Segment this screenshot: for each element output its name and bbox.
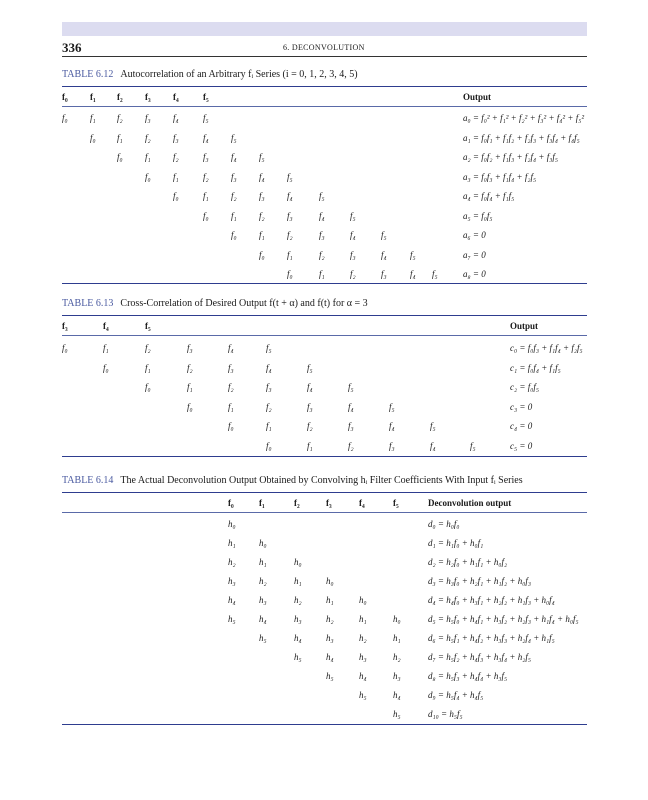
table-613-cell: f₂ — [187, 362, 193, 373]
table-612-cell: f₄ — [259, 171, 265, 182]
table-612-caption — [62, 69, 358, 80]
table-614-cell: h₀ — [326, 576, 334, 586]
table-612-cell: f₀ — [90, 132, 96, 143]
table-612-col-head: f₀ — [62, 92, 68, 102]
table-613-cell: f₄ — [430, 440, 436, 451]
table-613-cell: f₃ — [266, 382, 272, 392]
table-613-cell: f₄ — [307, 382, 313, 392]
table-613-cell: f₂ — [348, 440, 354, 451]
table-614-cell: h₀ — [393, 614, 401, 624]
table-613-title: Cross-Correlation of Desired Output f(t + α) and f(t) for α = 3 — [120, 298, 368, 309]
table-612-cell: f₄ — [350, 230, 356, 240]
table-613-cell: f₃ — [228, 362, 234, 373]
table-613-cell: f₂ — [307, 421, 313, 431]
table-612-cell: f₃ — [259, 191, 265, 201]
table-614-cell: h₀ — [359, 595, 367, 605]
table-612-cell: f₅ — [381, 230, 387, 240]
header-bar — [62, 22, 587, 36]
table-612-cell: f₃ — [287, 210, 293, 221]
table-612-cell: f₄ — [231, 152, 237, 162]
table-613-cell: f₁ — [228, 401, 234, 412]
table-612-output: a₀ = f₀² + f₁² + f₂² + f₃² + f₄² + f₅² — [463, 113, 585, 123]
table-612-output: a₂ = f₀f₂ + f₁f₃ + f₂f₄ + f₃f₅ — [463, 152, 558, 162]
table-614-output: d₃ = h₃f₀ + h₂f₁ + h₁f₂ + h₀f₃ — [428, 576, 531, 586]
table-613-col-head: f₃ — [62, 321, 68, 331]
table-612-cell: f₀ — [173, 191, 179, 201]
table-614-cell: h₄ — [294, 633, 302, 643]
table-614-cell: h₃ — [259, 595, 267, 605]
table-612-cell: f₃ — [231, 171, 237, 182]
table-612-cell: f₄ — [173, 113, 179, 123]
page-number: 336 — [62, 40, 82, 55]
table-613-cell: f₀ — [145, 382, 151, 392]
table-613-output: c₁ = f₀f₄ + f₁f₅ — [510, 362, 561, 373]
table-612-cell: f₃ — [350, 249, 356, 260]
table-613-cell: f₅ — [470, 440, 476, 451]
table-612-col-head: f₂ — [117, 92, 123, 102]
table-612-bottom-rule — [62, 283, 587, 284]
table-612-output: a₈ = 0 — [463, 269, 486, 279]
table-614-output: d₉ = h₅f₄ + h₄f₅ — [428, 690, 484, 700]
table-613-cell: f₄ — [389, 421, 395, 431]
table-614-cell: h₅ — [359, 690, 367, 700]
table-612-cell: f₀ — [117, 152, 123, 162]
table-612-cell: f₃ — [145, 113, 151, 123]
table-612-cell: f₅ — [350, 210, 356, 221]
table-614-cell: h₀ — [228, 519, 236, 529]
table-612-cell: f₄ — [287, 191, 293, 201]
table-612-cell: f₅ — [231, 132, 237, 143]
table-614-cell: h₀ — [259, 538, 267, 548]
table-612-col-head: f₅ — [203, 92, 209, 102]
table-614-output: d₈ = h₅f₃ + h₄f₄ + h₃f₅ — [428, 671, 508, 681]
table-613-cell: f₅ — [389, 401, 395, 412]
table-613-cell: f₁ — [103, 343, 109, 353]
table-614-cell: h₄ — [393, 690, 401, 700]
table-613-head-rule — [62, 335, 587, 336]
table-613-cell: f₃ — [187, 343, 193, 353]
table-612-cell: f₅ — [259, 152, 265, 162]
table-613-output-label: Output — [510, 321, 539, 331]
table-613-cell: f₃ — [348, 421, 354, 431]
table-612-cell: f₄ — [381, 249, 387, 260]
table-612-cell: f₀ — [259, 249, 265, 260]
table-614-col-head: f₁ — [259, 498, 265, 508]
table-612-cell: f₂ — [145, 132, 151, 143]
table-612-cell: f₁ — [173, 171, 179, 182]
table-612-cell: f₁ — [145, 152, 151, 162]
table-612-head-rule — [62, 106, 587, 107]
table-613-bottom-rule — [62, 456, 587, 457]
table-613-cell: f₂ — [145, 343, 151, 353]
table-614-col-head: f₅ — [393, 498, 399, 508]
table-614-output: d₂ = h₂f₀ + h₁f₁ + h₀f₂ — [428, 557, 508, 567]
table-613-cell: f₀ — [62, 343, 68, 353]
table-612-cell: f₂ — [287, 230, 293, 240]
table-613-cell: f₃ — [307, 401, 313, 412]
table-612-cell: f₅ — [203, 113, 209, 123]
table-613-cell: f₄ — [228, 343, 234, 353]
table-612-col-head: f₄ — [173, 92, 179, 102]
table-613-cell: f₅ — [266, 343, 272, 353]
table-613-cell: f₅ — [430, 421, 436, 431]
table-613-caption — [62, 298, 368, 309]
table-614-cell: h₂ — [359, 633, 367, 643]
table-612-output: a₄ = f₀f₄ + f₁f₅ — [463, 191, 515, 201]
table-614-cell: h₅ — [228, 614, 236, 624]
table-612-cell: f₂ — [117, 113, 123, 123]
table-612-cell: f₀ — [62, 113, 68, 123]
table-614-cell: h₅ — [259, 633, 267, 643]
table-614-cell: h₂ — [259, 576, 267, 586]
table-613-cell: f₀ — [228, 421, 234, 431]
table-613-cell: f₂ — [266, 401, 272, 412]
table-612-output: a₆ = 0 — [463, 230, 486, 240]
table-612-cell: f₃ — [203, 152, 209, 162]
table-614-cell: h₂ — [393, 652, 401, 662]
table-612-cell: f₀ — [231, 230, 237, 240]
table-614-cell: h₃ — [359, 652, 367, 662]
table-614-output: d₅ = h₅f₀ + h₄f₁ + h₃f₂ + h₂f₃ + h₁f₄ + h₀f₅ — [428, 614, 579, 624]
table-613-output: c₀ = f₀f₃ + f₁f₄ + f₂f₅ — [510, 343, 583, 353]
table-614-col-head: f₀ — [228, 498, 234, 508]
table-614-cell: h₃ — [393, 671, 401, 681]
table-612-title: Autocorrelation of an Arbitrary fᵢ Series (i = 0, 1, 2, 3, 4, 5) — [120, 69, 358, 80]
table-612-cell: f₀ — [287, 269, 293, 279]
table-612-cell: f₂ — [259, 210, 265, 221]
table-613-top-rule — [62, 315, 587, 316]
table-614-output: d₀ = h₀f₀ — [428, 519, 460, 529]
table-613-cell: f₁ — [307, 440, 313, 451]
table-612-cell: f₃ — [381, 269, 387, 279]
table-613-cell: f₅ — [307, 362, 313, 373]
table-612-cell: f₄ — [203, 132, 209, 143]
chapter-title: 6. DECONVOLUTION — [283, 43, 365, 52]
table-612-cell: f₂ — [203, 171, 209, 182]
table-612-cell: f₅ — [410, 249, 416, 260]
table-612-cell: f₂ — [319, 249, 325, 260]
table-612-cell: f₃ — [173, 132, 179, 143]
table-612-cell: f₁ — [90, 113, 96, 123]
table-612-output: a₇ = 0 — [463, 249, 486, 260]
table-613-output: c₅ = 0 — [510, 440, 533, 451]
table-613-cell: f₀ — [103, 362, 109, 373]
table-614-col-head: f₂ — [294, 498, 300, 508]
table-612-cell: f₅ — [287, 171, 293, 182]
table-614-cell: h₁ — [326, 595, 334, 605]
table-614-cell: h₄ — [359, 671, 367, 681]
table-614-cell: h₄ — [259, 614, 267, 624]
table-613-cell: f₅ — [348, 382, 354, 392]
header-rule — [62, 56, 587, 57]
table-613-cell: f₄ — [266, 362, 272, 373]
table-612-cell: f₁ — [231, 210, 237, 221]
table-613-output: c₃ = 0 — [510, 401, 533, 412]
table-614-output: d₁₀ = h₅f₅ — [428, 709, 463, 719]
table-612-col-head: f₃ — [145, 92, 151, 102]
table-613-cell: f₀ — [266, 440, 272, 451]
table-614-col-head: f₄ — [359, 498, 365, 508]
table-612-cell: f₅ — [432, 269, 438, 279]
table-614-head-rule — [62, 512, 587, 513]
table-614-bottom-rule — [62, 724, 587, 725]
table-614-cell: h₂ — [228, 557, 236, 567]
table-614-cell: h₄ — [228, 595, 236, 605]
table-613-output: c₄ = 0 — [510, 421, 533, 431]
table-612-cell: f₂ — [231, 191, 237, 201]
table-612-cell: f₁ — [287, 249, 293, 260]
table-614-cell: h₃ — [228, 576, 236, 586]
table-614-cell: h₄ — [326, 652, 334, 662]
table-613-cell: f₂ — [228, 382, 234, 392]
table-614-title: The Actual Deconvolution Output Obtained by Convolving hᵢ Filter Coefficients With Input fᵢ Series — [120, 475, 523, 486]
table-614-caption — [62, 475, 523, 486]
table-612-top-rule — [62, 86, 587, 87]
table-612-cell: f₄ — [410, 269, 416, 279]
table-614-cell: h₃ — [294, 614, 302, 624]
table-614-cell: h₅ — [294, 652, 302, 662]
table-612-cell: f₄ — [319, 210, 325, 221]
table-614-output: d₇ = h₅f₂ + h₄f₃ + h₃f₄ + h₂f₅ — [428, 652, 531, 662]
table-614-cell: h₃ — [326, 633, 334, 643]
table-612-cell: f₁ — [117, 132, 123, 143]
table-614-top-rule — [62, 492, 587, 493]
table-614-cell: h₅ — [393, 709, 401, 719]
table-612-cell: f₀ — [203, 210, 209, 221]
table-613-cell: f₁ — [266, 421, 272, 431]
table-613-cell: f₁ — [145, 362, 151, 373]
table-614-cell: h₁ — [228, 538, 236, 548]
table-612-label: TABLE 6.12 — [62, 69, 114, 80]
table-614-cell: h₂ — [294, 595, 302, 605]
table-612-cell: f₁ — [203, 191, 209, 201]
table-613-col-head: f₅ — [145, 321, 151, 331]
table-612-cell: f₁ — [259, 230, 265, 240]
table-614-cell: h₁ — [393, 633, 401, 643]
table-614-col-head: f₃ — [326, 498, 332, 508]
table-614-output: d₄ = h₄f₀ + h₃f₁ + h₂f₂ + h₁f₃ + h₀f₄ — [428, 595, 555, 605]
table-614-cell: h₁ — [259, 557, 267, 567]
table-613-label: TABLE 6.13 — [62, 298, 114, 309]
table-612-cell: f₀ — [145, 171, 151, 182]
table-612-cell: f₂ — [173, 152, 179, 162]
table-612-output: a₁ = f₀f₁ + f₁f₂ + f₂f₃ + f₃f₄ + f₄f₅ — [463, 132, 580, 143]
table-614-cell: h₀ — [294, 557, 302, 567]
table-614-output: d₆ = h₅f₁ + h₄f₂ + h₃f₃ + h₂f₄ + h₁f₅ — [428, 633, 555, 643]
table-614-output-label: Deconvolution output — [428, 498, 512, 508]
table-613-cell: f₁ — [187, 382, 193, 392]
table-614-label: TABLE 6.14 — [62, 475, 114, 486]
table-614-cell: h₁ — [294, 576, 302, 586]
table-612-output-label: Output — [463, 92, 492, 102]
table-613-cell: f₄ — [348, 401, 354, 412]
table-614-cell: h₁ — [359, 614, 367, 624]
table-612-cell: f₅ — [319, 191, 325, 201]
table-614-cell: h₅ — [326, 671, 334, 681]
table-614-cell: h₂ — [326, 614, 334, 624]
table-612-cell: f₂ — [350, 269, 356, 279]
table-612-cell: f₃ — [319, 230, 325, 240]
table-612-output: a₅ = f₀f₅ — [463, 210, 493, 221]
table-613-cell: f₀ — [187, 401, 193, 412]
table-612-output: a₃ = f₀f₃ + f₁f₄ + f₂f₅ — [463, 171, 537, 182]
table-613-col-head: f₄ — [103, 321, 109, 331]
table-614-output: d₁ = h₁f₀ + h₀f₁ — [428, 538, 484, 548]
table-613-cell: f₃ — [389, 440, 395, 451]
table-613-output: c₂ = f₀f₅ — [510, 382, 539, 392]
table-612-cell: f₁ — [319, 269, 325, 279]
table-612-col-head: f₁ — [90, 92, 96, 102]
